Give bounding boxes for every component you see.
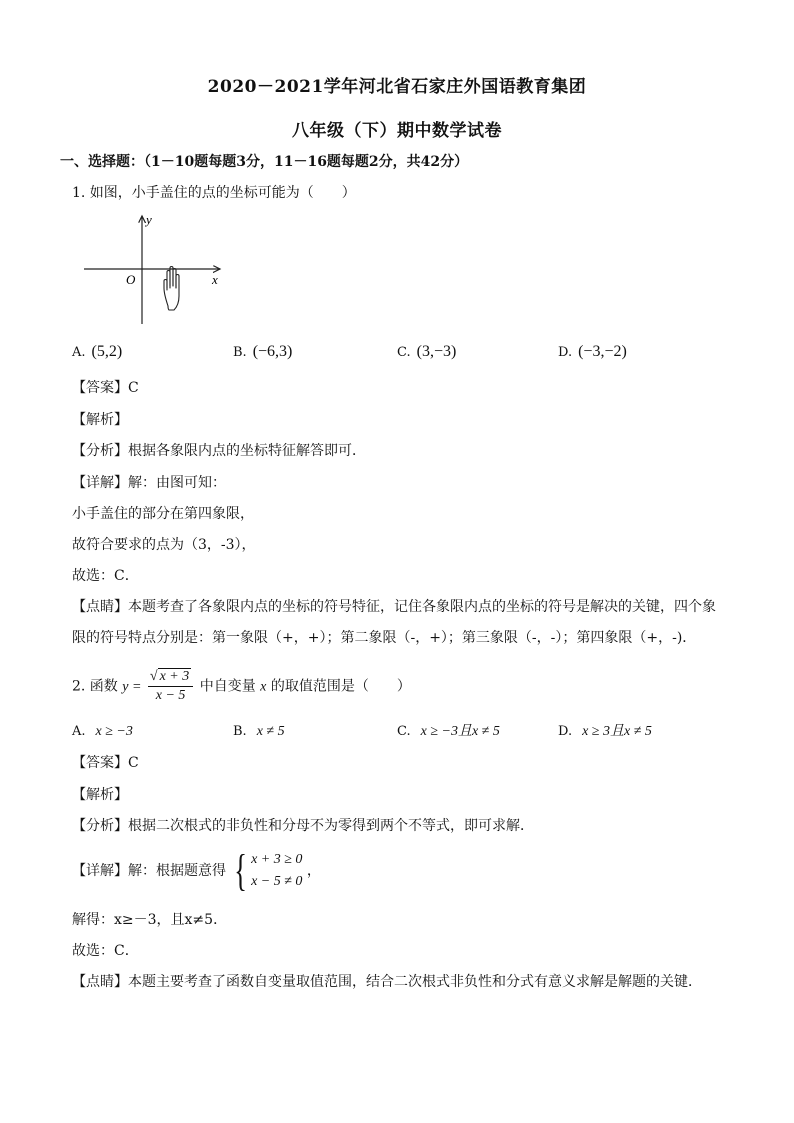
q2-xiangjie: 【详解】解：根据题意得 { x + 3 ≥ 0 x − 5 ≠ 0 ， bbox=[72, 845, 321, 895]
q1-coordinate-figure bbox=[80, 210, 230, 330]
q1-xiangjie: 【详解】解：由图可知： bbox=[72, 475, 226, 491]
q1-line3: 故选：C． bbox=[72, 568, 139, 584]
q2-fenxi: 【分析】根据二次根式的非负性和分母不为零得到两个不等式，即可求解． bbox=[72, 818, 534, 834]
q2-func-fraction: $\frac{√ x + 3}{x - 5}$ bbox=[148, 668, 193, 705]
hand-icon bbox=[164, 267, 179, 311]
origin-label: O bbox=[126, 272, 136, 287]
q1-line2: 故符合要求的点为（3，-3）， bbox=[72, 537, 256, 553]
paper-title-line2: 八年级（下）期中数学试卷 bbox=[292, 121, 502, 141]
q2-option-c: C. x ≥ −3且x ≠ 5 bbox=[397, 724, 500, 739]
q1-option-c: C. (3,−3) bbox=[397, 343, 457, 360]
q1-answer: 【答案】C bbox=[72, 380, 139, 396]
q2-answer: 【答案】C bbox=[72, 755, 139, 771]
x-axis-label: x bbox=[212, 272, 218, 287]
q2-option-d: D. x ≥ 3且x ≠ 5 bbox=[558, 724, 652, 739]
q2-analysis-label: 【解析】 bbox=[72, 787, 128, 803]
q2-stem: 2. 函数 y = $\frac{√ x + 3}{x - 5}$ 中自变量 x 的取值范围是（ ） bbox=[72, 669, 411, 703]
q2-option-b: B. x ≠ 5 bbox=[233, 724, 285, 739]
q1-stem: 1. 如图，小手盖住的点的坐标可能为（ ） bbox=[72, 185, 356, 201]
q1-option-d: D. (−3,−2) bbox=[558, 343, 627, 360]
q2-option-a: A. x ≥ −3 bbox=[72, 724, 133, 739]
q1-option-b: B. (−6,3) bbox=[233, 343, 293, 360]
q2-solve: 解得：x≥－3，且x≠5． bbox=[72, 912, 228, 928]
q1-analysis-label: 【解析】 bbox=[72, 412, 128, 428]
q1-dianjing-2: 限的符号特点分别是：第一象限（+，+）；第二象限（-，+）；第三象限（-，-）；第四象限（+，-)． bbox=[72, 630, 697, 646]
q2-choose: 故选：C． bbox=[72, 943, 139, 959]
section-heading: 一、选择题：（1－10题每题3分，11－16题每题2分，共42分） bbox=[60, 154, 469, 170]
q2-inequality-system: { x + 3 ≥ 0 x − 5 ≠ 0 bbox=[234, 845, 303, 895]
q2-dianjing: 【点睛】本题主要考查了函数自变量取值范围，结合二次根式非负性和分式有意义求解是解题的关键． bbox=[72, 974, 702, 990]
q1-fenxi: 【分析】根据各象限内点的坐标特征解答即可． bbox=[72, 443, 366, 459]
q1-line1: 小手盖住的部分在第四象限， bbox=[72, 506, 254, 522]
y-axis-label: y bbox=[146, 212, 152, 227]
q2-func-y: y = bbox=[122, 679, 142, 695]
q1-option-a: A. (5,2) bbox=[72, 343, 123, 360]
paper-title-line1: 2020－2021学年河北省石家庄外国语教育集团 bbox=[207, 77, 587, 97]
q1-dianjing-1: 【点睛】本题考查了各象限内点的坐标的符号特征，记住各象限内点的坐标的符号是解决的关键，四个象 bbox=[72, 599, 716, 615]
